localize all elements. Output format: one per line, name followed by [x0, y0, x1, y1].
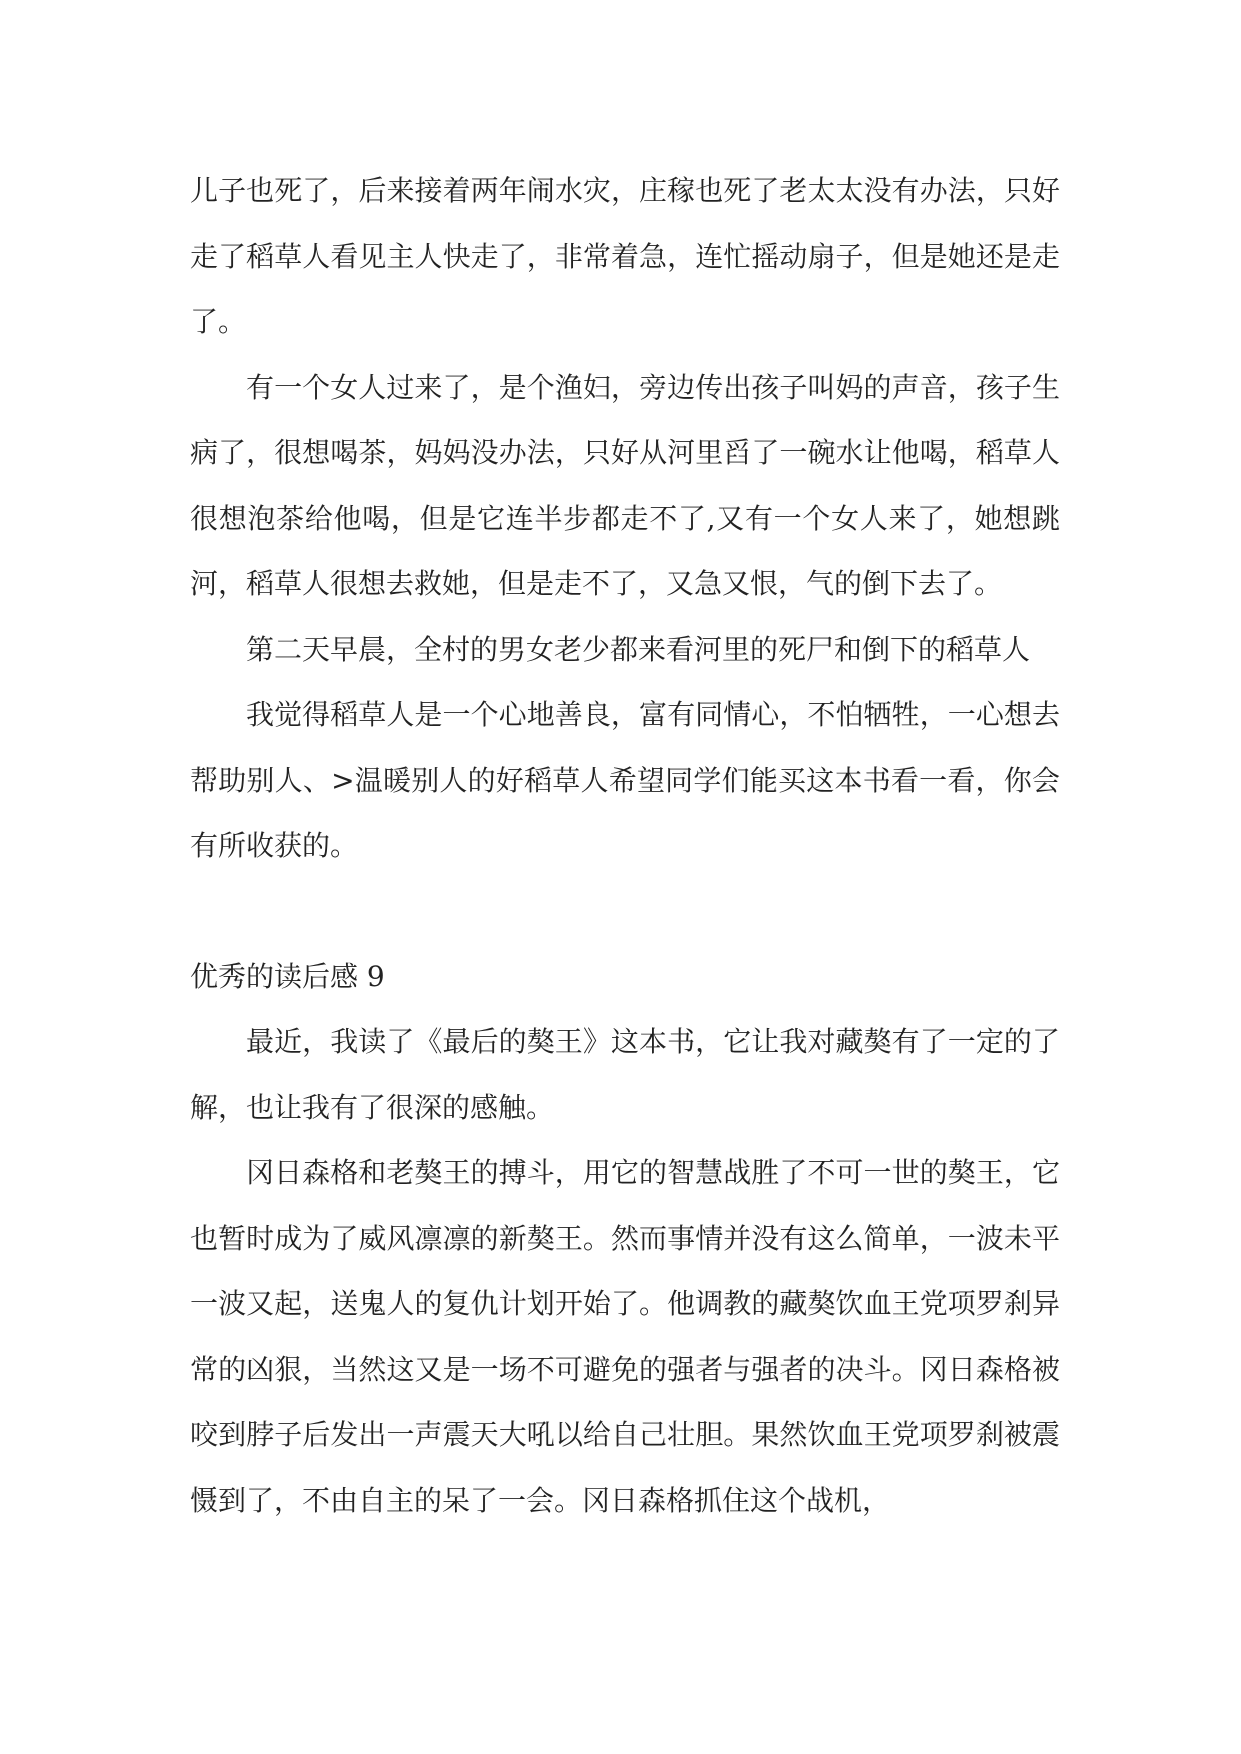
- paragraph-continued: 儿子也死了，后来接着两年闹水灾，庄稼也死了老太太没有办法，只好走了稻草人看见主人快走了，非常着急，连忙摇动扇子，但是她还是走了。: [190, 174, 1060, 338]
- paragraph: 有一个女人过来了，是个渔妇，旁边传出孩子叫妈的声音，孩子生病了，很想喝茶，妈妈没办法，只好从河里舀了一碗水让他喝，稻草人很想泡茶给他喝，但是它连半步都走不了,又有一个女人来了，她想跳河，稻草人很想去救她，但是走不了，又急又恨，气的倒下去了。: [190, 370, 1060, 600]
- paragraph: 我觉得稻草人是一个心地善良，富有同情心，不怕牺牲，一心想去帮助别人、>温暖别人的好稻草人希望同学们能买这本书看一看，你会有所收获的。: [190, 698, 1060, 862]
- section-heading: 优秀的读后感 9: [190, 959, 385, 993]
- paragraph: 第二天早晨，全村的男女老少都来看河里的死尸和倒下的稻草人: [246, 632, 1031, 666]
- paragraph: 冈日森格和老獒王的搏斗，用它的智慧战胜了不可一世的獒王，它也暂时成为了威风凛凛的新獒王。然而事情并没有这么简单，一波未平一波又起，送鬼人的复仇计划开始了。他调教的藏獒饮血王党项罗刹异常的凶狠，当然这又是一场不可避免的强者与强者的决斗。冈日森格被咬到脖子后发出一声震天大吼以给自己壮胆。果然饮血王党项罗刹被震慑到了，不由自主的呆了一会。冈日森格抓住这个战机，: [190, 1156, 1060, 1517]
- document-body: [190, 158, 1060, 1533]
- paragraph: 最近，我读了《最后的獒王》这本书，它让我对藏獒有了一定的了解，也让我有了很深的感触。: [190, 1025, 1060, 1124]
